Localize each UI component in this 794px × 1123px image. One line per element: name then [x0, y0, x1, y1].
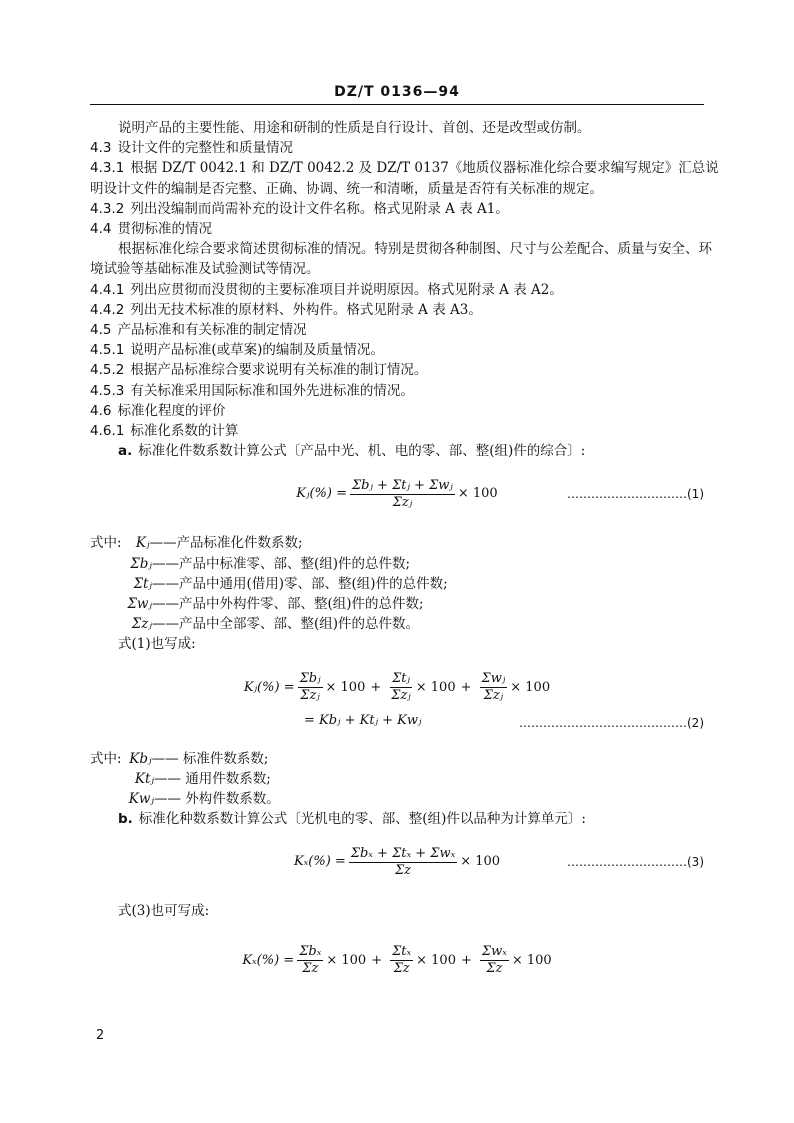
definition-symbol: Σbⱼ: [130, 555, 152, 572]
definition-row: [90, 769, 704, 789]
clause-text: 列出没编制而尚需补充的设计文件名称。格式见附录 A 表 A1。: [130, 200, 509, 217]
eq2-fraction-3: [480, 671, 508, 704]
definition-row: [90, 574, 704, 594]
eq3-dots: …………………………(: [566, 855, 692, 870]
eq1-fraction: [350, 478, 455, 511]
clause-text: 列出无技术标准的原材料、外构件。格式见附录 A 表 A3。: [130, 301, 482, 318]
eq4-f3-numerator: Σwₓ: [481, 944, 507, 960]
eq3-lhs: Kₓ(%) =: [293, 854, 346, 870]
eq3-denominator: Σz: [394, 862, 412, 878]
eq1-numerator: Σbⱼ + Σtⱼ + Σwⱼ: [351, 477, 453, 493]
eq4-times-1: × 100: [326, 952, 367, 968]
item-label: b.: [118, 811, 133, 828]
eq4-f1-denominator: Σz: [302, 961, 319, 977]
eq4-f2-denominator: Σz: [393, 961, 410, 977]
eq2-line2: = Kbⱼ + Ktⱼ + Kwⱼ: [304, 712, 422, 728]
clause-number: 4.4.2: [90, 301, 125, 318]
clause-4-4-1: [90, 280, 704, 300]
definitions-intro: 式中:: [90, 535, 122, 552]
eq2-f3-numerator: Σwⱼ: [481, 671, 506, 687]
eq1-no: 1: [691, 487, 700, 502]
clause-text: 列出应贯彻而没贯彻的主要标准项目并说明原因。格式见附录 A 表 A2。: [130, 281, 563, 298]
equation-2-number: [519, 713, 704, 733]
clause-4-4-2: [90, 300, 704, 320]
eq2-times-1: × 100: [325, 679, 366, 695]
definitions-2: [90, 749, 704, 810]
clause-number: 4.4.1: [90, 281, 125, 298]
clause-4-3-1-cont: 明设计文件的编制是否完整、正确、协调、统一和清晰，质量是否符有关标准的规定。: [90, 180, 603, 197]
section-4-3: [90, 138, 704, 158]
definition-text: ——产品标准化件数系数;: [149, 535, 303, 552]
eq4-f1-numerator: Σbₓ: [299, 944, 322, 960]
clause-text: 说明产品标准(或草案)的编制及质量情况。: [130, 342, 384, 359]
paragraph-4-4-cont: 境试验等基础标准及试验测试等情况。: [90, 261, 320, 278]
definition-symbol: Kbⱼ: [129, 750, 152, 767]
section-number: 4.3: [90, 140, 112, 157]
header-rule: [90, 104, 704, 105]
clause-number: 4.3.1: [90, 160, 125, 177]
section-title: 产品标准和有关标准的制定情况: [117, 322, 307, 339]
definition-symbol: Kwⱼ: [128, 791, 154, 808]
eq3-no: 3: [691, 855, 700, 870]
eq2-lhs: Kⱼ(%) =: [243, 679, 295, 695]
eq2-fraction-2: [389, 671, 412, 704]
section-4-6: [90, 401, 704, 421]
clause-text: 根据 DZ/T 0042.1 和 DZ/T 0042.2 及 DZ/T 0137《地质仪器标准化综合要求编写规定》汇总说: [130, 160, 719, 177]
definition-row: [90, 554, 704, 574]
page-number: 2: [96, 1028, 105, 1043]
equation-3-number: [567, 852, 704, 872]
eq2-f3-denominator: Σzⱼ: [483, 688, 504, 704]
clause-number: 4.5.1: [90, 342, 125, 359]
equation-1-number: [567, 484, 704, 504]
clause-4-3-1: [90, 158, 719, 178]
definition-text: —— 标准件数系数;: [151, 750, 269, 767]
definition-text: ——产品中标准零、部、整(组)件的总件数;: [152, 555, 411, 572]
eq4-times-2: × 100: [416, 952, 456, 968]
equation-2-line-2: [90, 711, 704, 733]
section-4-4: [90, 219, 704, 239]
document-code-header: DZ/T 0136—94: [334, 84, 460, 100]
item-b: [90, 809, 704, 829]
eq4-fraction-3: [480, 944, 509, 977]
definition-text: ——产品中外构件零、部、整(组)件的总件数;: [152, 596, 424, 613]
section-number: 4.5: [90, 322, 112, 339]
eq3-tail: × 100: [460, 854, 501, 870]
eq1-rewrite-note: 式(1)也写成:: [118, 636, 196, 653]
item-text: 标准化件数系数计算公式〔产品中光、机、电的零、部、整(组)件的综合〕:: [138, 443, 586, 460]
eq2-times-3: × 100: [510, 679, 551, 695]
clause-4-5-1: [90, 340, 704, 360]
eq4-lhs: Kₓ(%) =: [242, 952, 295, 968]
eq1-denominator: Σzⱼ: [392, 494, 413, 510]
section-title: 标准化程度的评价: [117, 402, 226, 419]
definition-symbol: Kⱼ: [135, 535, 150, 552]
definition-row: [90, 789, 704, 809]
equation-4-body: [90, 938, 704, 984]
paragraph-intro: 说明产品的主要性能、用途和研制的性质是自行设计、首创、还是改型或仿制。: [118, 120, 591, 136]
eq1-close: ): [699, 487, 704, 502]
definition-row: [90, 749, 704, 769]
eq3-fraction: [349, 846, 457, 879]
equation-1: [90, 471, 704, 517]
clause-4-6-1: [90, 421, 704, 441]
clause-text: 有关标准采用国际标准和国外先进标准的情况。: [130, 382, 414, 399]
equation-4: [90, 938, 704, 984]
eq2-fraction-1: [298, 671, 323, 704]
definition-text: ——产品中通用(借用)零、部、整(组)件的总件数;: [152, 575, 448, 592]
eq4-plus-1: +: [371, 952, 383, 968]
page-content: [90, 118, 719, 984]
clause-number: 4.5.2: [90, 362, 125, 379]
eq3-rewrite-note: 式(3)也可写成:: [118, 903, 210, 920]
item-text: 标准化种数系数计算公式〔光机电的零、部、整(组)件以品种为计算单元〕:: [138, 811, 586, 828]
eq4-plus-2: +: [460, 952, 472, 968]
clause-4-3-2: [90, 199, 704, 219]
clause-4-5-2: [90, 360, 704, 380]
eq2-f1-denominator: Σzⱼ: [300, 688, 320, 704]
section-4-5: [90, 320, 704, 340]
eq2-plus-1: +: [370, 679, 382, 695]
definition-text: ——产品中全部零、部、整(组)件的总件数。: [152, 616, 420, 633]
definition-row: [90, 614, 704, 634]
section-title: 设计文件的完整性和质量情况: [117, 140, 293, 157]
clause-number: 4.6.1: [90, 423, 125, 440]
eq2-plus-2: +: [460, 679, 472, 695]
definition-symbol: Σtⱼ: [133, 575, 152, 592]
definitions-1: [90, 533, 704, 634]
item-a: [90, 441, 704, 461]
eq2-f2-numerator: Σtⱼ: [392, 671, 410, 687]
definition-text: —— 外构件数系数。: [154, 791, 280, 808]
clause-title: 标准化系数的计算: [130, 423, 239, 440]
eq2-no: 2: [691, 715, 700, 730]
definition-symbol: Ktⱼ: [134, 770, 154, 787]
eq2-f1-numerator: Σbⱼ: [299, 671, 321, 687]
paragraph-4-4: 根据标准化综合要求简述贯彻标准的情况。特别是贯彻各种制图、尺寸与公差配合、质量与安全、环: [118, 241, 712, 258]
clause-4-5-3: [90, 381, 704, 401]
equation-2: [90, 665, 704, 711]
eq1-lhs: Kⱼ(%) =: [296, 486, 347, 502]
eq2-close: ): [699, 715, 704, 730]
eq4-f3-denominator: Σz: [486, 961, 503, 977]
clause-number: 4.3.2: [90, 200, 125, 217]
eq2-f2-denominator: Σzⱼ: [391, 688, 411, 704]
eq1-dots: …………………………(: [566, 487, 692, 502]
definitions-intro: 式中:: [90, 750, 122, 767]
eq1-tail: × 100: [457, 486, 498, 502]
eq4-fraction-1: [297, 944, 323, 977]
eq4-times-3: × 100: [511, 952, 552, 968]
clause-number: 4.5.3: [90, 382, 125, 399]
eq2-times-2: × 100: [415, 679, 456, 695]
item-label: a.: [118, 443, 133, 460]
equation-2-body: [90, 665, 704, 711]
definition-row: [90, 594, 704, 614]
section-title: 贯彻标准的情况: [117, 221, 212, 238]
section-number: 4.6: [90, 402, 112, 419]
definition-row: [90, 533, 704, 553]
eq4-fraction-2: [390, 944, 413, 977]
definition-text: —— 通用件数系数;: [154, 770, 271, 787]
definition-symbol: Σwⱼ: [127, 596, 152, 613]
equation-3: [90, 839, 704, 885]
eq2-dots: ……………………………………(: [518, 715, 692, 730]
eq4-f2-numerator: Σtₓ: [392, 944, 412, 960]
clause-text: 根据产品标准综合要求说明有关标准的制订情况。: [130, 362, 428, 379]
eq3-close: ): [699, 855, 704, 870]
definition-symbol: Σzⱼ: [131, 616, 152, 633]
eq3-numerator: Σbₓ + Σtₓ + Σwₓ: [350, 845, 456, 861]
section-number: 4.4: [90, 221, 112, 238]
